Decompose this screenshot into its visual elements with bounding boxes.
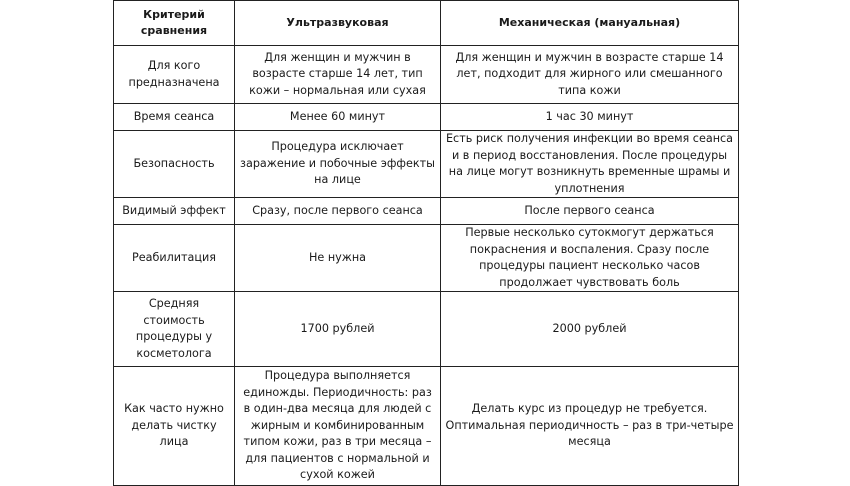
mechanical-cell: 1 час 30 минут — [441, 104, 739, 131]
ultrasonic-cell: Не нужна — [235, 225, 441, 292]
table-row — [114, 131, 739, 198]
mechanical-cell: Есть риск получения инфекции во время сеанса и в период восстановления. После процедуры на лице могут возникнуть временные шрамы и уплотнения — [441, 131, 739, 198]
table-row — [114, 292, 739, 367]
ultrasonic-cell: Для женщин и мужчин в возрасте старше 14 лет, тип кожи – нормальная или сухая — [235, 46, 441, 104]
header-ultrasonic: Ультразвуковая — [235, 1, 441, 46]
comparison-table — [113, 0, 739, 486]
ultrasonic-cell: Процедура исключает заражение и побочные эффекты на лице — [235, 131, 441, 198]
criteria-cell: Средняя стоимость процедуры у косметолога — [114, 292, 235, 367]
ultrasonic-cell: Процедура выполняется единожды. Периодичность: раз в один-два месяца для людей с жирным и комбинированным типом кожи, раз в три месяца – для пациентов с нормальной и сухой кожей — [235, 367, 441, 486]
mechanical-cell: 2000 рублей — [441, 292, 739, 367]
criteria-cell: Видимый эффект — [114, 198, 235, 225]
criteria-cell: Для кого предназначена — [114, 46, 235, 104]
table-row — [114, 225, 739, 292]
table-row — [114, 198, 739, 225]
criteria-cell: Безопасность — [114, 131, 235, 198]
criteria-cell: Как часто нужно делать чистку лица — [114, 367, 235, 486]
criteria-cell: Реабилитация — [114, 225, 235, 292]
table-row — [114, 367, 739, 486]
mechanical-cell: После первого сеанса — [441, 198, 739, 225]
ultrasonic-cell: Сразу, после первого сеанса — [235, 198, 441, 225]
header-criteria: Критерий сравнения — [114, 1, 235, 46]
table-row — [114, 46, 739, 104]
mechanical-cell: Делать курс из процедур не требуется. Оптимальная периодичность – раз в три-четыре месяца — [441, 367, 739, 486]
header-mechanical: Механическая (мануальная) — [441, 1, 739, 46]
ultrasonic-cell: Менее 60 минут — [235, 104, 441, 131]
mechanical-cell: Первые несколько сутокмогут держаться покраснения и воспаления. Сразу после процедуры пациент несколько часов продолжает чувствовать боль — [441, 225, 739, 292]
criteria-cell: Время сеанса — [114, 104, 235, 131]
table-row — [114, 104, 739, 131]
header-row — [114, 1, 739, 46]
mechanical-cell: Для женщин и мужчин в возрасте старше 14 лет, подходит для жирного или смешанного типа кожи — [441, 46, 739, 104]
ultrasonic-cell: 1700 рублей — [235, 292, 441, 367]
